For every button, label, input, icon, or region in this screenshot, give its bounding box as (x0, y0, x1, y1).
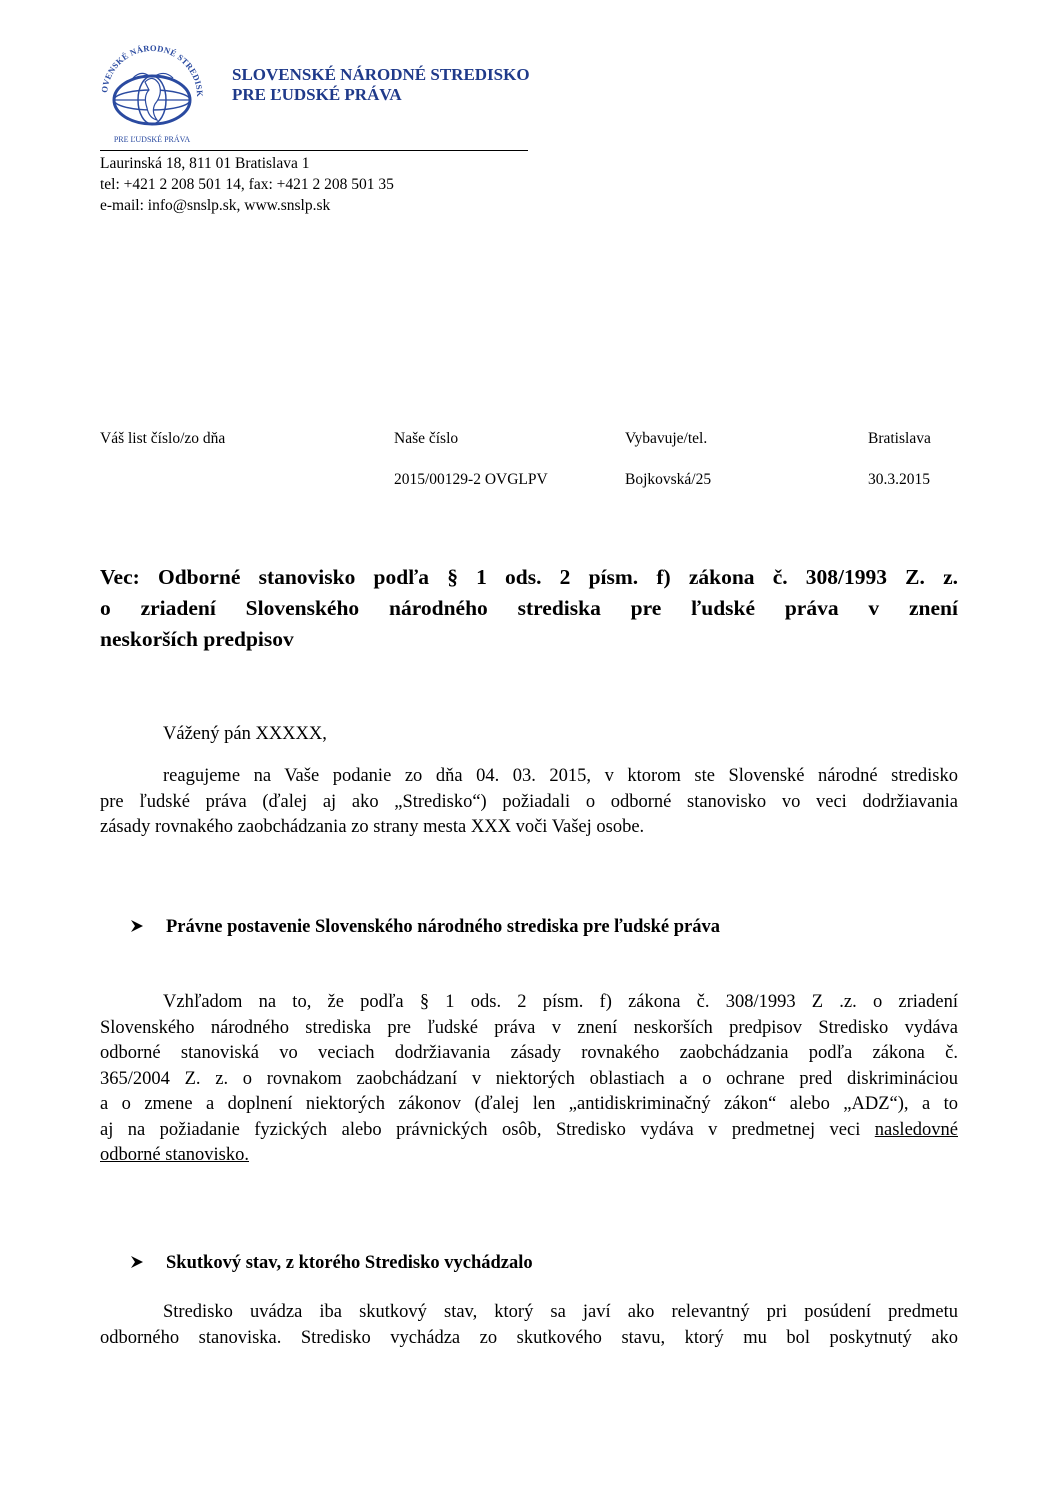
section1-line4: 365/2004 Z. z. o rovnakom zaobchádzaní v niektorých oblastiach a o ochrane pred diskrimináciou (100, 1068, 958, 1089)
intro-line3: zásady rovnakého zaobchádzania zo strany mesta XXX voči Vašej osobe. (100, 817, 645, 837)
ref-your-letter-label: Váš list číslo/zo dňa (100, 430, 226, 447)
section2-paragraph (100, 1300, 958, 1351)
subject-line3: neskorších predpisov (100, 627, 294, 651)
salutation: Vážený pán XXXXX, (163, 724, 327, 744)
org-name-line1: SLOVENSKÉ NÁRODNÉ STREDISKO (232, 65, 530, 84)
intro-line2: pre ľudské práva (ďalej aj ako „Stredisko“) požiadali o odborné stanovisko vo veci dodržiavania (100, 791, 958, 812)
address-street: Laurinská 18, 811 01 Bratislava 1 (100, 155, 310, 172)
section1-line6 (100, 1118, 958, 1144)
ref-our-number-label: Naše číslo (394, 430, 459, 447)
section1-line6-underlined: nasledovné (874, 1119, 958, 1140)
ref-place-label: Bratislava (868, 430, 931, 447)
section1-line3: odborné stanoviská vo veciach dodržiavania zásady rovnakého zaobchádzania podľa zákona č. (100, 1043, 958, 1063)
subject-line1: Vec: Odborné stanovisko podľa § 1 ods. 2 písm. f) zákona č. 308/1993 Z. z. (100, 565, 958, 589)
logo-ring-text: OVENSKÉ NÁRODNÉ STREDISK (99, 42, 206, 98)
section1-line7-underlined: odborné stanovisko. (100, 1145, 250, 1165)
arrowhead-bullet-icon (130, 917, 166, 938)
intro-line1: reagujeme na Vaše podanie zo dňa 04. 03. 2015, v ktorom ste Slovenské národné stredisko (163, 766, 958, 786)
subject-line2: o zriadení Slovenského národného strediska pre ľudské práva v znení (100, 596, 958, 620)
address-phone: tel: +421 2 208 501 14, fax: +421 2 208 501 35 (100, 176, 394, 193)
section2-heading (130, 1253, 533, 1274)
org-name-line2: PRE ĽUDSKÉ PRÁVA (232, 85, 402, 104)
section1-line1: Vzhľadom na to, že podľa § 1 ods. 2 písm. f) zákona č. 308/1993 Z .z. o zriadení (163, 992, 958, 1012)
header-divider (100, 150, 528, 151)
snslp-logo-icon (93, 34, 211, 152)
section1-heading (130, 917, 720, 938)
subject (100, 562, 958, 655)
section2-line2: odborného stanoviska. Stredisko vychádza zo skutkového stavu, ktorý mu bol poskytnutý ako (100, 1327, 958, 1348)
logo-bottom-text: PRE ĽUDSKÉ PRÁVA (113, 135, 191, 144)
section2-heading-text: Skutkový stav, z ktorého Stredisko vychádzalo (166, 1253, 533, 1273)
section1-line5: a o zmene a doplnení niektorých zákonov (ďalej len „antidiskriminačný zákon“ alebo „ADZ“), a to (100, 1094, 958, 1114)
ref-handler-value: Bojkovská/25 (625, 471, 712, 488)
address-email-web: e-mail: info@snslp.sk, www.snslp.sk (100, 197, 331, 214)
section1-line6-text: aj na požiadanie fyzických alebo právnických osôb, Stredisko vydáva v predmetnej veci (100, 1119, 875, 1140)
section1-line7 (100, 1143, 958, 1169)
address-block (100, 153, 394, 216)
section1-paragraph (100, 990, 958, 1169)
section1-heading-text: Právne postavenie Slovenského národného strediska pre ľudské práva (166, 917, 720, 937)
ref-our-number-value: 2015/00129-2 OVGLPV (394, 471, 548, 488)
arrowhead-bullet-icon (130, 1253, 166, 1274)
ref-date-value: 30.3.2015 (868, 471, 930, 488)
section2-line1: Stredisko uvádza iba skutkový stav, ktorý sa javí ako relevantný pri posúdení predmetu (163, 1302, 958, 1322)
ref-handler-label: Vybavuje/tel. (625, 430, 708, 447)
organization-name (232, 65, 530, 105)
intro-paragraph (100, 764, 958, 841)
section1-line2: Slovenského národného strediska pre ľudské práva v znení neskorších predpisov Stredisko vydáva (100, 1017, 958, 1038)
